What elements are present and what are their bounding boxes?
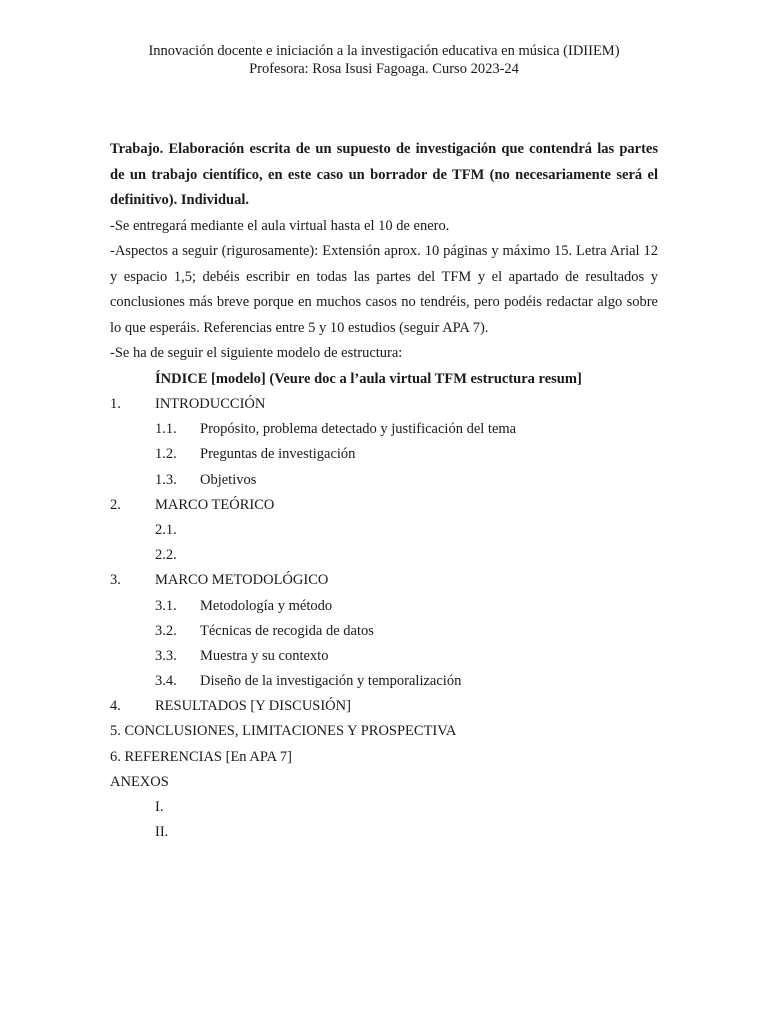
index-number: 1.2.: [155, 446, 177, 463]
course-title: Innovación docente e iniciación a la investigación educativa en música (IDIIEM): [148, 43, 620, 59]
index-number: 4.: [110, 698, 121, 715]
index-item-referencias: [110, 745, 658, 770]
document-body: [110, 137, 658, 845]
index-label: Muestra y su contexto: [200, 647, 329, 664]
index-label: MARCO METODOLÓGICO: [155, 572, 329, 589]
format-instructions: -Aspectos a seguir (rigurosamente): Extensión aprox. 10 páginas y máximo 15. Letra Arial 12 y espacio 1,5; debéis escribir en todas las partes del TFM y el apartado de resultados y conclusiones más breve porque en muchos casos no tendréis, pero podéis redactar algo sobre lo que esperáis. Referencias entre 5 y 10 estudios (seguir APA 7).: [110, 243, 658, 336]
index-label: Propósito, problema detectado y justificación del tema: [200, 421, 517, 438]
index-number: 3.3.: [155, 647, 177, 664]
structure-instruction: -Se ha de seguir el siguiente modelo de estructura:: [110, 345, 403, 361]
index-number: 2.1.: [155, 521, 177, 538]
delivery-instruction: -Se entregará mediante el aula virtual hasta el 10 de enero.: [110, 217, 450, 234]
index-label: Preguntas de investigación: [200, 446, 356, 463]
index-label: Objetivos: [200, 471, 257, 488]
index-number: 2.2.: [155, 547, 177, 564]
index-item-marco-teorico: [110, 493, 658, 518]
index-label: Diseño de la investigación y temporalización: [200, 673, 462, 690]
index-number: 3.4.: [155, 673, 177, 690]
index-label: MARCO TEÓRICO: [155, 496, 275, 513]
index-label: 6. REFERENCIAS [En APA 7]: [110, 748, 292, 765]
index-item-conclusiones: [110, 719, 658, 744]
index-label: INTRODUCCIÓN: [155, 396, 266, 412]
index-number: II.: [155, 824, 169, 841]
index-number: I.: [155, 799, 164, 815]
index-label: ANEXOS: [110, 773, 169, 790]
index-number: 3.1.: [155, 597, 177, 614]
index-subitem-2-1: [110, 518, 658, 543]
assignment-description: Trabajo. Elaboración escrita de un supuesto de investigación que contendrá las partes de un trabajo científico, en este caso un borrador de TFM (no necesariamente será el definitivo). Individual.: [110, 141, 658, 208]
index-title: ÍNDICE [modelo] (Veure doc a l’aula virtual TFM estructura resum]: [155, 370, 582, 387]
index-label: Técnicas de recogida de datos: [200, 622, 374, 639]
index-item-resultados: [110, 694, 658, 719]
index-number: 3.2.: [155, 622, 177, 639]
index-subitem-objetivos: [110, 468, 658, 493]
teacher-and-year: Profesora: Rosa Isusi Fagoaga. Curso 2023-24: [249, 61, 519, 77]
index-item-introduccion: [110, 392, 658, 417]
index-subitem-annex-i: [110, 795, 658, 820]
index-subitem-diseno: [110, 669, 658, 694]
index-number: 1.1.: [155, 421, 177, 438]
index-label: Metodología y método: [200, 597, 333, 614]
index-subitem-proposito: [110, 417, 658, 442]
index-subitem-annex-ii: [110, 820, 658, 845]
index-number: 3.: [110, 572, 121, 589]
index-label: 5. CONCLUSIONES, LIMITACIONES Y PROSPECTIVA: [110, 723, 457, 740]
index-subitem-tecnicas: [110, 619, 658, 644]
document-header: [0, 42, 768, 78]
index-item-marco-metodologico: [110, 568, 658, 593]
index-number: 1.: [110, 396, 121, 412]
index-subitem-metodologia: [110, 594, 658, 619]
index-subitem-muestra: [110, 644, 658, 669]
index-subitem-preguntas: [110, 442, 658, 467]
index-label: RESULTADOS [Y DISCUSIÓN]: [155, 698, 351, 715]
index-item-anexos: [110, 770, 658, 795]
index-number: 2.: [110, 496, 121, 513]
index-subitem-2-2: [110, 543, 658, 568]
index-number: 1.3.: [155, 471, 177, 488]
